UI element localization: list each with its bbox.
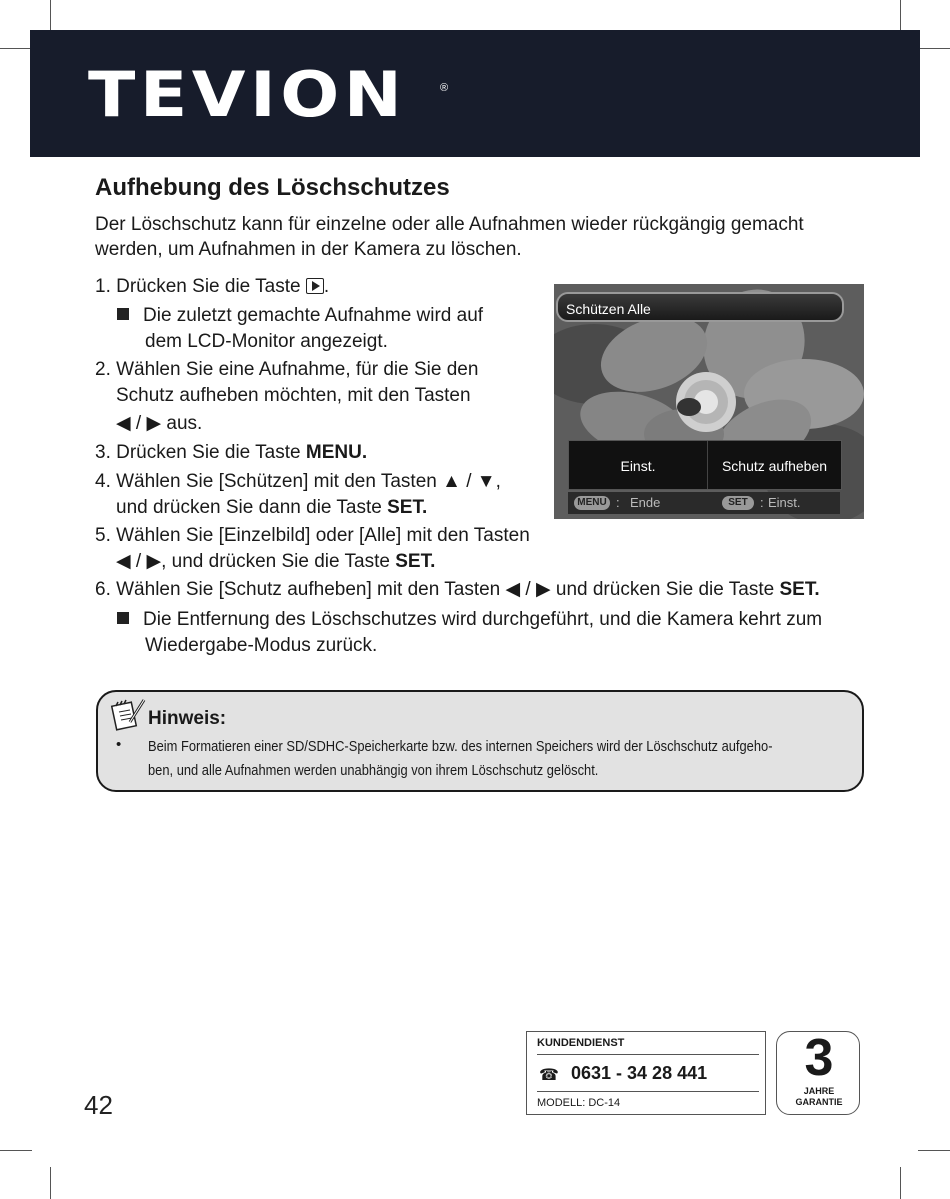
menu-key-label: Ende [630,495,661,510]
right-arrow-icon: ▶ [146,413,162,434]
step-5-cont: ◀ / ▶, und drücken Sie die Taste SET. [116,551,436,572]
step-2: 2. Wählen Sie eine Aufnahme, für die Sie den [95,359,479,380]
step-6-bullet: Die Entfernung des Löschschutzes wird durchgeführt, und die Kamera kehrt zum [117,606,822,633]
header-banner [30,30,920,157]
crop-mark [0,48,32,49]
key-separator: : [616,495,620,510]
key-separator: : [760,495,764,510]
crop-mark [50,0,51,32]
left-arrow-icon: ◀ [505,579,521,600]
model-label: MODELL: DC-14 [537,1097,621,1109]
menu-key-icon: MENU [574,496,610,510]
set-key-label: Einst. [768,495,801,510]
crop-mark [0,1150,32,1151]
step-3: 3. Drücken Sie die Taste MENU. [95,442,368,463]
step-2-keys: ◀ / ▶ aus. [116,413,203,434]
warranty-years: 3 [804,1029,834,1087]
set-key-icon: SET [722,496,754,510]
warranty-line2: GARANTIE [795,1097,843,1107]
note-box [96,690,864,792]
square-bullet-icon [117,612,129,624]
crop-mark [918,48,950,49]
registered-mark: ® [440,82,449,94]
service-label: KUNDENDIENST [537,1037,625,1049]
brand-logo: TEVION [88,58,407,131]
divider [537,1054,759,1055]
right-arrow-icon: ▶ [146,551,162,572]
step-5: 5. Wählen Sie [Einzelbild] oder [Alle] mit den Tasten [95,525,530,546]
step-6: 6. Wählen Sie [Schutz aufheben] mit den Tasten ◀ / ▶ und drücken Sie die Taste SET. [95,579,820,600]
warranty-line1: JAHRE [803,1086,835,1096]
note-text: Beim Formatieren einer SD/SDHC-Speicherkarte bzw. des internen Speichers wird der Löschschutz aufgeho- ben, und alle Aufnahmen werden unabhängig von ihrem Löschschutz gelöscht. [148,738,773,779]
lcd-title-bar: Schützen Alle [556,292,844,322]
note-bullet: • [116,736,122,753]
step-4: 4. Wählen Sie [Schützen] mit den Tasten ▲ / ▼, [95,471,501,492]
down-arrow-icon: ▼ [476,471,496,492]
step-4-cont: und drücken Sie dann die Taste SET. [116,497,428,518]
lcd-screenshot [554,284,864,519]
phone-icon: ☎ [539,1067,559,1084]
page-number: 42 [84,1090,113,1120]
play-button-icon [306,278,324,294]
lcd-menu [568,440,842,490]
section-title: Aufhebung des Löschschutzes [95,174,450,201]
step-1: 1. Drücken Sie die Taste . [95,276,330,297]
customer-service-box [526,1031,766,1115]
crop-mark [900,1167,901,1199]
right-arrow-icon: ▶ [535,579,551,600]
warranty-badge [776,1031,860,1115]
note-title: Hinweis: [148,708,227,729]
divider [537,1091,759,1092]
step-2-cont: Schutz aufheben möchten, mit den Tasten [116,385,471,406]
lcd-option-einst: Einst. [569,441,708,489]
section-intro: Der Löschschutz kann für einzelne oder alle Aufnahmen wieder rückgängig gemacht werden, um Aufnahmen in der Kamera zu löschen. [95,214,804,260]
crop-mark [50,1167,51,1199]
crop-mark [900,0,901,32]
lcd-option-schutz-aufheben: Schutz aufheben [721,458,828,474]
crop-mark [918,1150,950,1151]
left-arrow-icon: ◀ [116,413,131,434]
lcd-key-bar [568,492,840,514]
square-bullet-icon [117,308,129,320]
step-1-bullet: Die zuletzt gemachte Aufnahme wird auf [117,302,483,329]
service-phone: 0631 - 34 28 441 [571,1063,708,1083]
left-arrow-icon: ◀ [116,551,131,572]
step-1-bullet-cont: dem LCD-Monitor angezeigt. [145,331,388,352]
up-arrow-icon: ▲ [442,471,461,492]
step-6-bullet-cont: Wiedergabe-Modus zurück. [145,635,378,656]
notepad-pencil-icon [110,696,146,732]
